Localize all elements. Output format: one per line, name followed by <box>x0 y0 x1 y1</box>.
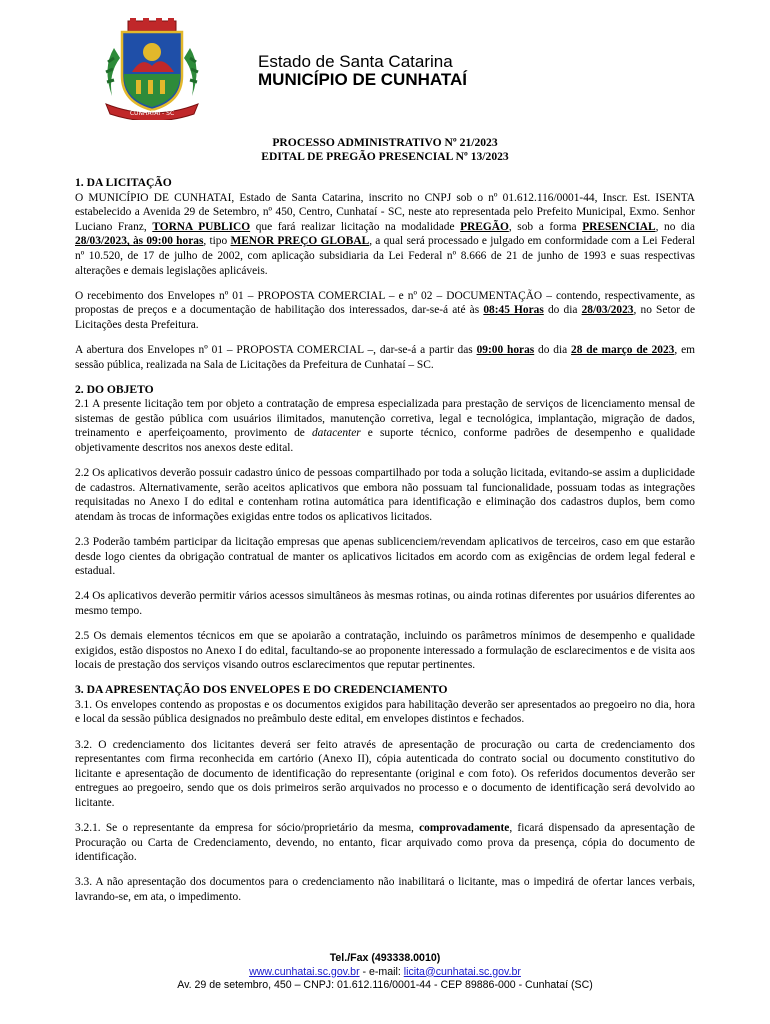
paragraph-recebimento: O recebimento dos Envelopes nº 01 – PROPOSTA COMERCIAL – e nº 02 – DOCUMENTAÇÃO – contendo, respectivamente, as propostas de preços e a documentação de habilitação dos interessados, dar-se-á até às 08:45 Horas do dia 28/03/2023, no Setor de Licitações desta Prefeitura. <box>75 289 695 331</box>
document-body <box>75 176 695 915</box>
municipality-name: MUNICÍPIO DE CUNHATAÍ <box>258 70 468 89</box>
email-label: - e-mail: <box>359 965 404 978</box>
paragraph-2-1: 2.1 A presente licitação tem por objeto a contratação de empresa especializada para prestação de serviços de licenciamento mensal de sistemas de gestão pública com usuários ilimitados, manutenção corretiva, legal e tecnológica, implantação, migração de dados, treinamento e aperfeiçoamento, provimento de datacenter e suporte técnico, conforme padrões de desempenho e qualidade objetivamente descritos nos anexos deste edital. <box>75 398 695 454</box>
footer-address: Av. 29 de setembro, 450 – CNPJ: 01.612.116/0001-44 - CEP 89886-000 - Cunhataí (SC) <box>177 979 593 991</box>
paragraph-2-5: 2.5 Os demais elementos técnicos em que se apoiarão a contratação, incluindo os parâmetros mínimos de desempenho e qualidade exigidos, estão dispostos no Anexo I do edital, facultando-se ao proponente interessado a formulação de esclarecimentos e de visita aos locais de prestação dos serviços visando outros esclarecimentos que reputar pertinentes. <box>75 629 695 672</box>
edital-number: EDITAL DE PREGÃO PRESENCIAL Nº 13/2023 <box>261 150 509 163</box>
footer-phone: Tel./Fax (493338.0010) <box>329 952 441 964</box>
state-name: Estado de Santa Catarina <box>258 52 453 71</box>
crest-ribbon-text: CUNHATAÍ - SC <box>129 110 175 117</box>
website-link[interactable]: www.cunhatai.sc.gov.br <box>249 965 360 978</box>
letterhead <box>0 0 770 125</box>
paragraph-2-3: 2.3 Poderão também participar da licitação empresas que apenas sublicenciem/revendam aplicativos de terceiros, caso em que estarão desde logo cientes da obrigação contratual de manter os aplicativos licitados em acordo com as exigências de ordem legal federal e estadual. <box>75 535 695 578</box>
paragraph-3-1: 3.1. Os envelopes contendo as propostas e os documentos exigidos para habilitação deverão ser apresentados ao pregoeiro no dia, hora e local da sessão pública designados no preâmbulo deste edital, em envelopes distintos e fechados. <box>75 698 695 726</box>
paragraph-2-2: 2.2 Os aplicativos deverão possuir cadastro único de pessoas compartilhado por toda a solução licitada, evitando-se assim a duplicidade de cadastros. Alternativamente, serão aceitos aplicativos que embora não possuam tal funcionalidade, possuam todas as integrações requisitadas no Anexo I do edital e contenham rotina automática para identificação e eliminação dos cadastros duplos, bem como atendam às trocas de informações exigidas entre todos os aplicativos licitados. <box>75 467 695 523</box>
paragraph-3-2: 3.2. O credenciamento dos licitantes deverá ser feito através de apresentação de procuração ou carta de credenciamento dos representantes com firma reconhecida em cartório (Anexo II), cópia autenticada do contrato social ou documento constitutivo do licitante e apresentação de documento de identificação do representante (original e com foto). Os referidos documentos deverão ser entregues ao pregoeiro, sendo que os dois primeiros serão arquivados no processo e o documento de identificação será devolvido ao licitante. <box>75 738 695 809</box>
email-link[interactable]: licita@cunhatai.sc.gov.br <box>403 965 521 978</box>
process-number: PROCESSO ADMINISTRATIVO Nº 21/2023 <box>272 136 498 149</box>
section-heading-licitacao: 1. DA LICITAÇÃO <box>75 176 172 189</box>
section-heading-objeto: 2. DO OBJETO <box>75 382 154 396</box>
paragraph-abertura: A abertura dos Envelopes nº 01 – PROPOSTA COMERCIAL –, dar-se-á a partir das 09:00 horas do dia 28 de março de 2023, em sessão pública, realizada na Sala de Licitações da Prefeitura de Cunhataí – SC. <box>75 343 695 371</box>
paragraph-licitacao: O MUNICÍPIO DE CUNHATAI, Estado de Santa Catarina, inscrito no CNPJ sob o nº 01.612.116/0001-44, Inscr. Est. ISENTA estabelecido a Avenida 29 de Setembro, nº 450, Centro, Cunhataí - SC, neste ato representada pelo Prefeito Municipal, Exmo. Senhor Luciano Franz, TORNA PUBLICO que fará realizar licitação na modalidade PREGÃO, sob a forma PRESENCIAL, no dia 28/03/2023, às 09:00 horas, tipo MENOR PREÇO GLOBAL, a qual será processado e julgado em conformidade com a Lei Federal nº 10.520, de 17 de julho de 2002, com aplicação subsidiaria da Lei Federal nº 8.666 de 21 de junho de 1993 e suas respectivas alterações e demais legislações aplicáveis. <box>75 191 695 277</box>
paragraph-3-3: 3.3. A não apresentação dos documentos para o credenciamento não inabilitará o licitante, mas o impedirá de ofertar lances verbais, lavrando-se, em ata, o impedimento. <box>75 876 695 903</box>
paragraph-2-4: 2.4 Os aplicativos deverão permitir vários acessos simultâneos às mesmas rotinas, ou ainda rotinas diferentes por usuários diferentes ao mesmo tempo. <box>75 590 695 617</box>
footer-contacts <box>0 966 770 980</box>
paragraph-3-2-1: 3.2.1. Se o representante da empresa for sócio/proprietário da mesma, comprovadamente, ficará dispensado da apresentação de Procuração ou Carta de Credenciamento, devendo, no entanto, ficar arquivado como prova da presença, cópia do documento de identificação. <box>75 821 695 864</box>
municipal-coat-of-arms <box>98 18 206 120</box>
document-titles <box>75 136 695 164</box>
section-heading-apresentacao: 3. DA APRESENTAÇÃO DOS ENVELOPES E DO CREDENCIAMENTO <box>75 683 448 697</box>
page-footer <box>0 952 770 993</box>
